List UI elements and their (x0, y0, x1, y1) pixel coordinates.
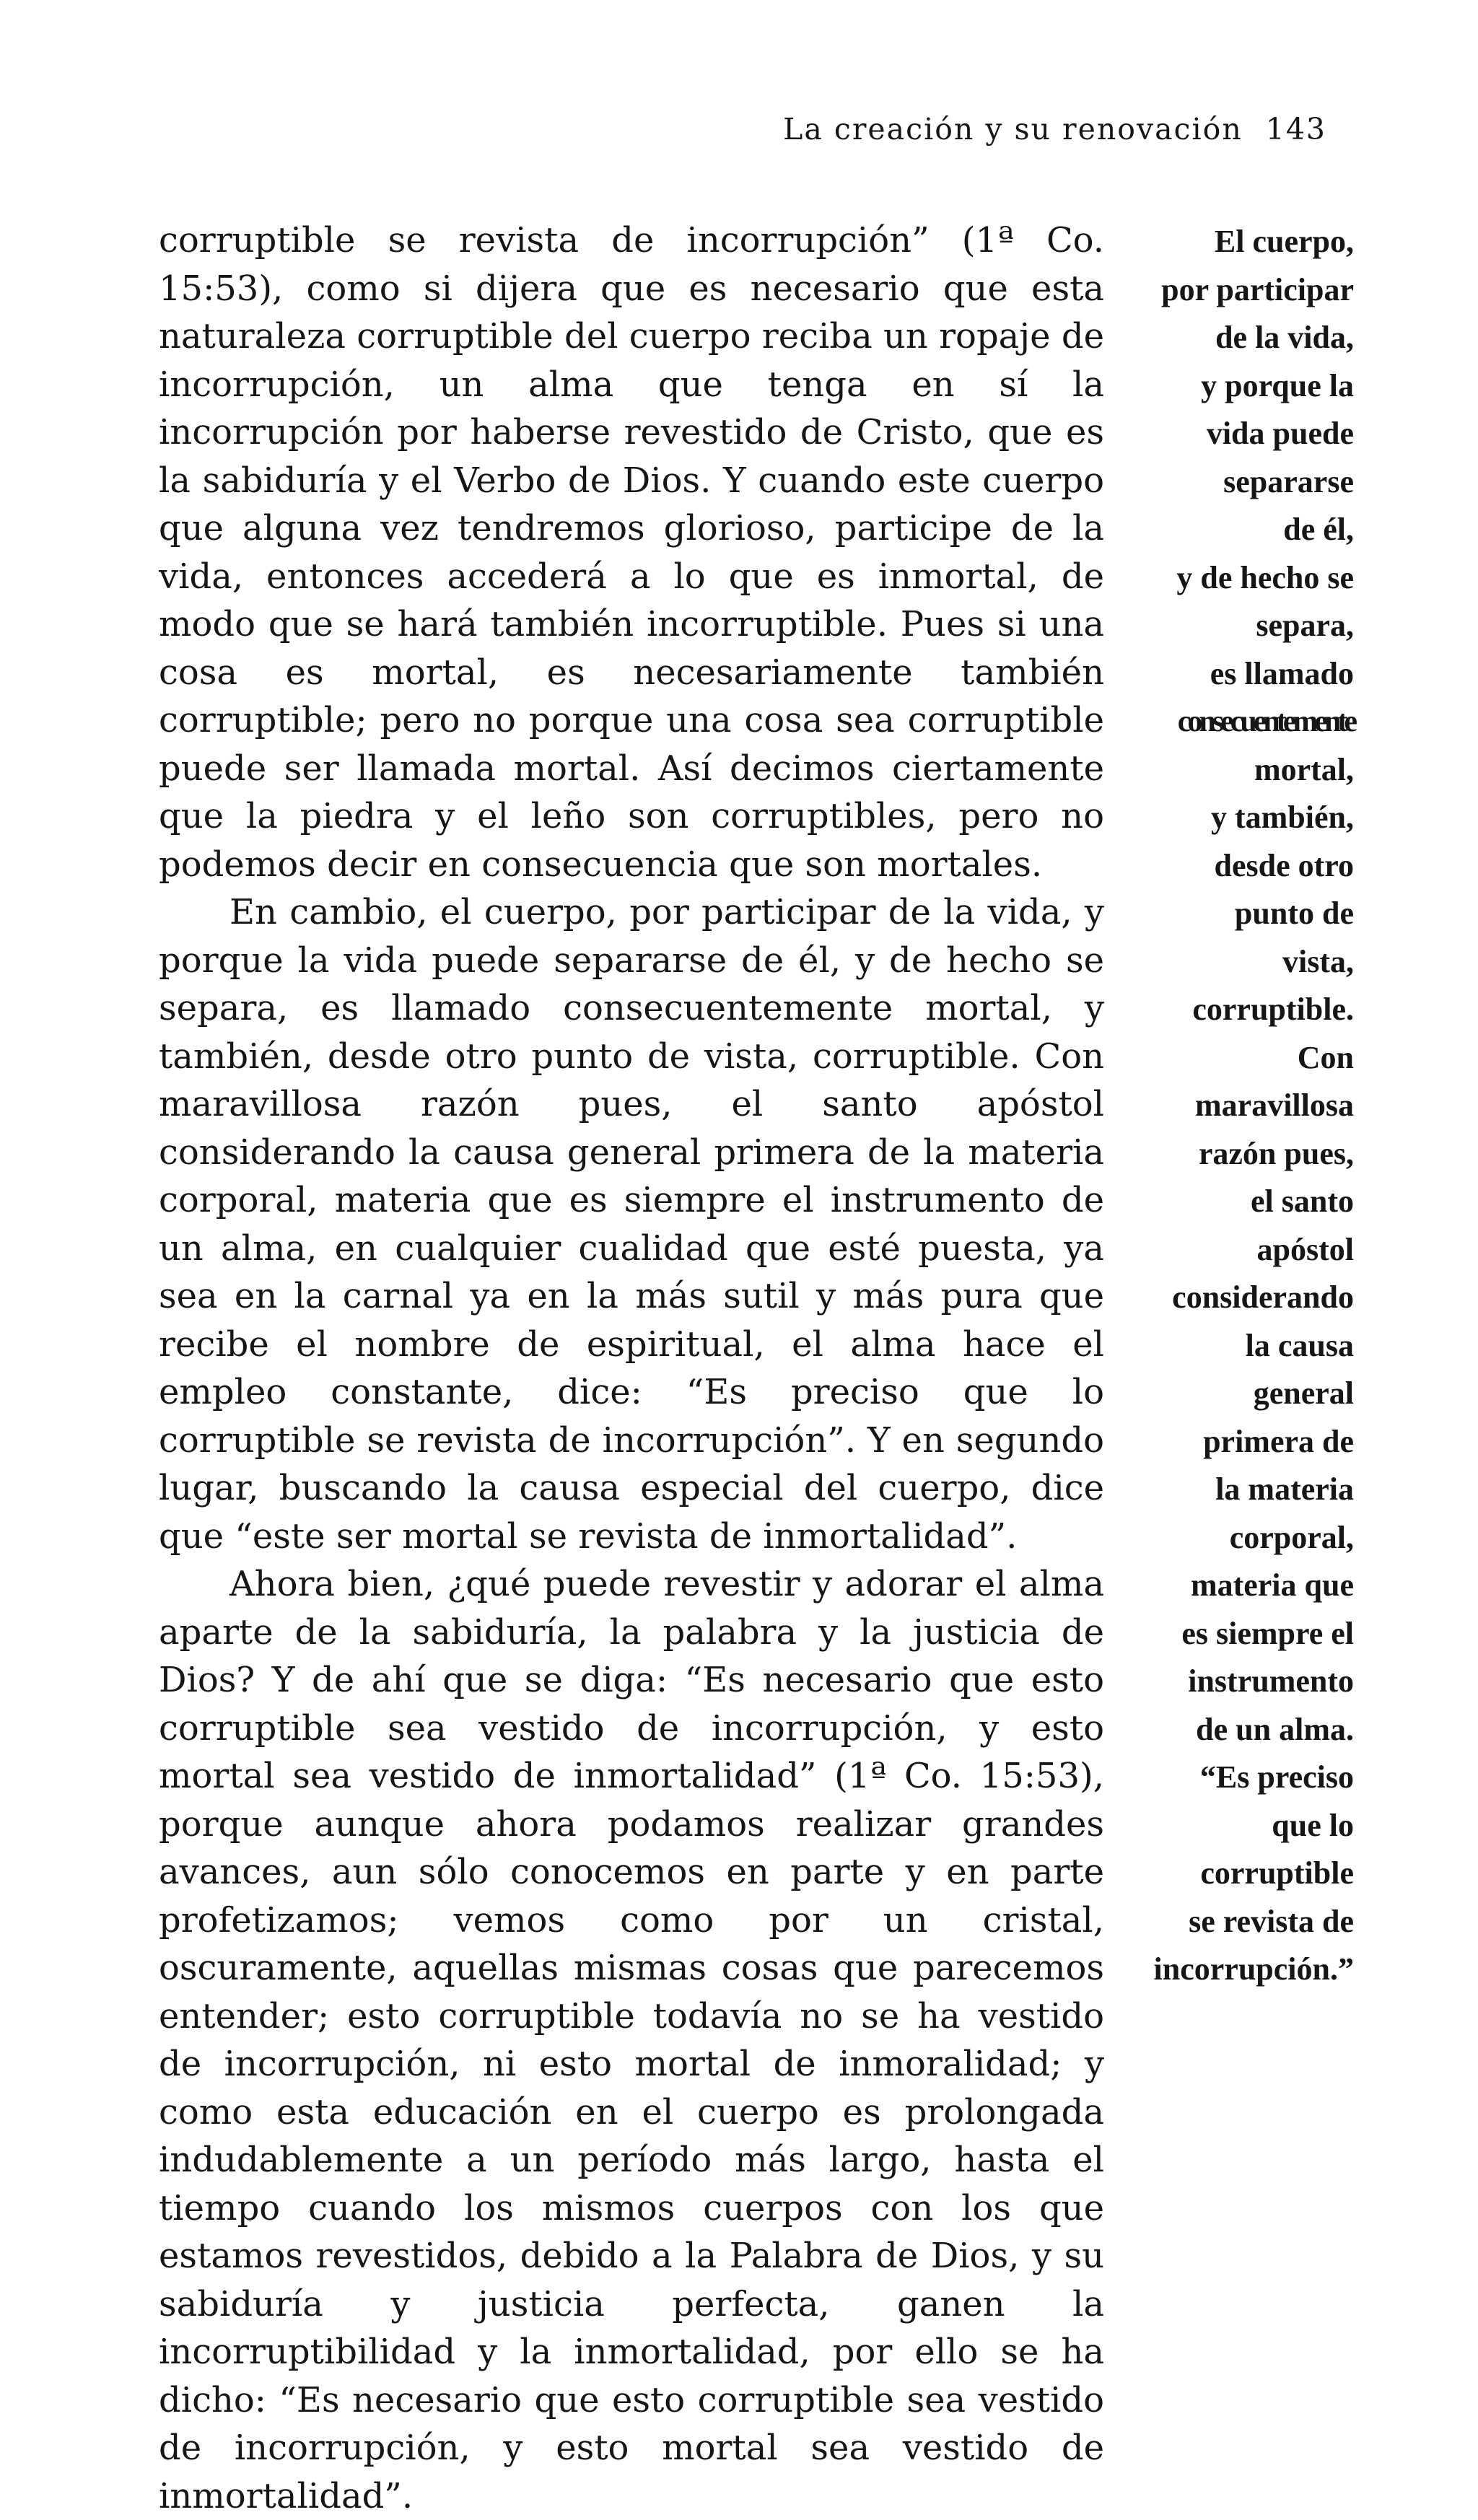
margin-note-line: la causa (1245, 1327, 1354, 1363)
margin-note-line: el santo (1251, 1184, 1354, 1219)
margin-note-line: El cuerpo, (1214, 224, 1354, 259)
paragraph-2: En cambio, el cuerpo, por participar de la vida, y porque la vida puede separarse de él, y de hecho se separa, es llamado consecuentemente mortal, y también, desde otro punto de vista, corruptible. Con maravillosa razón pues, el santo apóstol considerando la causa general primera de la materia corporal, materia que es siempre el instrumento de un alma, en cualquier cualidad que esté puesta, ya sea en la carnal ya en la más sutil y más pura que recibe el nombre de espiritual, el alma hace el empleo constante, dice: “Es preciso que lo corruptible se revista de incorrupción”. Y en segundo lugar, buscando la causa especial del cuerpo, dice que “este ser mortal se revista de inmortalidad”. (159, 892, 1104, 1557)
margin-note-line: corruptible (1200, 1855, 1354, 1891)
margin-note-line: de la vida, (1215, 320, 1354, 355)
margin-note-line: y porque la (1201, 367, 1354, 403)
margin-note-line: corporal, (1229, 1519, 1354, 1555)
margin-note-line: que lo (1272, 1807, 1354, 1843)
margin-note-line: general (1253, 1375, 1354, 1411)
running-head (783, 112, 1326, 146)
margin-note-line: vida puede (1206, 416, 1354, 451)
margin-note-line: separa, (1256, 608, 1354, 643)
margin-note-line: instrumento (1188, 1663, 1354, 1699)
margin-note-line: incorrupción.” (1153, 1951, 1354, 1987)
margin-note-line: y también, (1211, 800, 1354, 835)
margin-note-line: considerando (1172, 1279, 1354, 1315)
margin-note-line: maravillosa (1195, 1088, 1354, 1123)
margin-note-line: punto de (1234, 896, 1354, 931)
paragraph-3: Ahora bien, ¿qué puede revestir y adorar el alma aparte de la sabiduría, la palabra y la justicia de Dios? Y de ahí que se diga: “Es necesario que esto corruptible sea vestido de incorrupción, y esto mortal sea vestido de inmortalidad” (1ª Co. 15:53), porque aunque ahora podamos realizar grandes avances, aun sólo conocemos en parte y en parte profetizamos; vemos como por un cristal, oscuramente, aquellas mismas cosas que parecemos entender; esto corruptible todavía no se ha vestido de incorrupción, ni esto mortal de inmoralidad; y como esta educación en el cuerpo es prolongada indudablemente a un período más largo, hasta el tiempo cuando los mismos cuerpos con los que estamos revestidos, debido a la Palabra de Dios, y su sabiduría y justicia perfecta, ganen la incorruptibilidad y la inmortalidad, por ello se ha dicho: “Es necesario que esto corruptible sea vestido de incorrupción, y esto mortal sea vestido de inmortalidad”. (159, 1564, 1104, 2516)
margin-note-line: y de hecho se (1176, 559, 1354, 595)
margin-note-line: primera de (1203, 1423, 1354, 1459)
running-title: La creación y su renovación (783, 112, 1243, 146)
margin-note-line: la materia (1215, 1471, 1354, 1507)
margin-note-line: separarse (1223, 463, 1354, 499)
margin-note-line: desde otro (1214, 847, 1354, 883)
margin-note-line: apóstol (1256, 1231, 1354, 1267)
margin-note-line: razón pues, (1198, 1135, 1354, 1171)
main-text (159, 216, 1104, 2520)
page-number: 143 (1265, 112, 1326, 146)
margin-note-line: por participar (1161, 271, 1354, 307)
margin-note-line: “Es preciso (1199, 1759, 1354, 1795)
margin-note-line: de un alma. (1196, 1711, 1354, 1747)
margin-note (1116, 218, 1354, 1994)
margin-note-line: es siempre el (1181, 1615, 1354, 1651)
margin-note-line: materia que (1190, 1567, 1354, 1603)
margin-note-line: consecuentemente (1177, 705, 1354, 738)
margin-note-line: corruptible. (1192, 992, 1354, 1027)
margin-note-line: vista, (1282, 943, 1354, 979)
paragraph-1: corruptible se revista de incorrupción” (1ª Co. 15:53), como si dijera que es necesario que esta naturaleza corruptible del cuerpo reciba un ropaje de incorrupción, un alma que tenga en sí la incorrupción por haberse revestido de Cristo, que es la sabiduría y el Verbo de Dios. Y cuando este cuerpo que alguna vez tendremos glorioso, participe de la vida, entonces accederá a lo que es inmortal, de modo que se hará también incorruptible. Pues si una cosa es mortal, es necesariamente también corruptible; pero no porque una cosa sea corruptible puede ser llamada mortal. Así decimos ciertamente que la piedra y el leño son corruptibles, pero no podemos decir en consecuencia que son mortales. (159, 220, 1104, 885)
margin-note-line: es llamado (1210, 655, 1354, 691)
margin-note-line: Con (1297, 1039, 1354, 1075)
margin-note-line: se revista de (1189, 1903, 1354, 1939)
margin-note-line: mortal, (1254, 751, 1354, 787)
margin-note-line: de él, (1283, 512, 1354, 547)
